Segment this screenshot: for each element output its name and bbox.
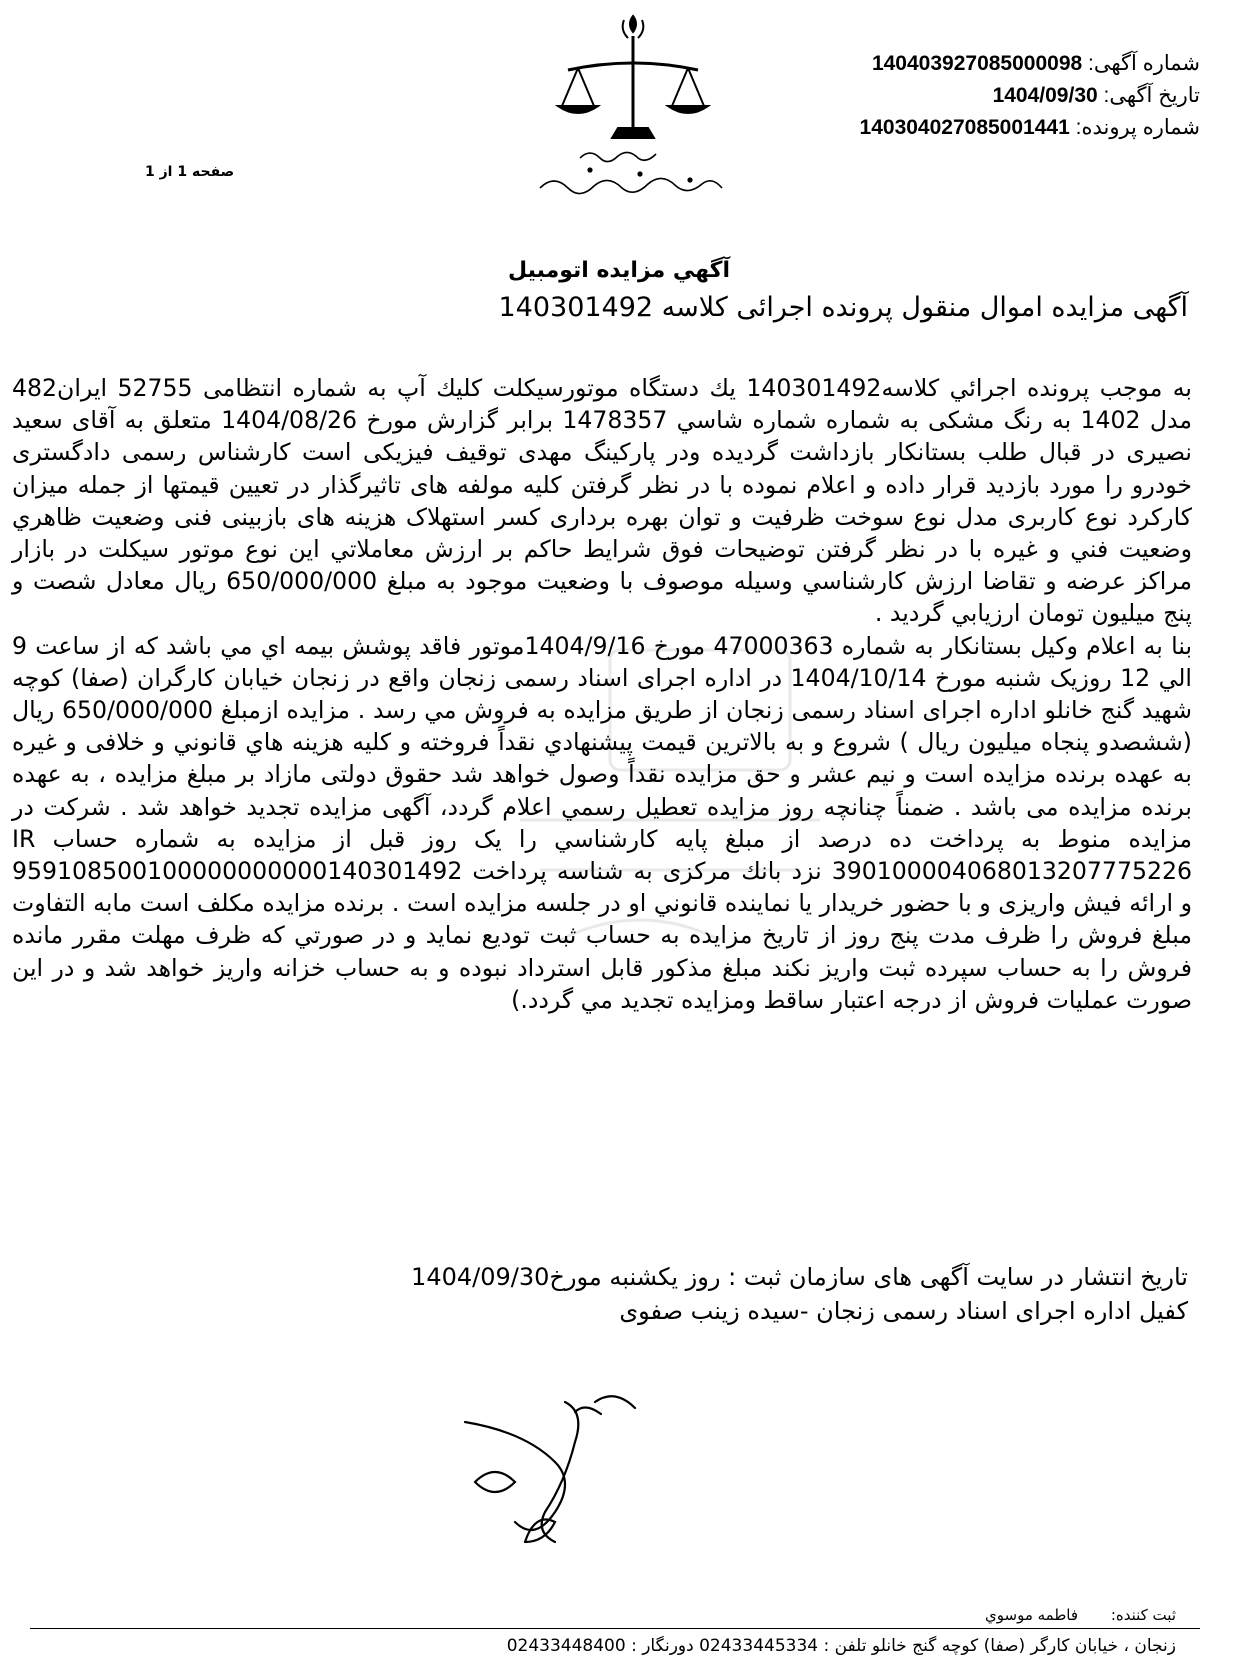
publication-date-line: تاريخ انتشار در سایت آگهی های سازمان ثبت : روز یکشنبه مورخ1404/09/30: [411, 1263, 1188, 1291]
notice-number: 140403927085000098: [871, 52, 1083, 75]
file-number-row: [760, 112, 1200, 144]
registrar-label: ثبت کننده:: [1110, 1606, 1176, 1624]
notice-number-label: شماره آگهی:: [1088, 52, 1200, 75]
notice-date-label: تاریخ آگهی:: [1103, 84, 1200, 107]
footer-address: زنجان ، خيابان كارگر (صفا) كوچه گنج خانلو تلفن : 02433445334 دورنگار : 02433448400: [506, 1636, 1176, 1656]
document-title: آگهي مزايده اتومبيل: [507, 258, 731, 283]
publication-info: [411, 1260, 1188, 1328]
registrar-line: [985, 1606, 1176, 1624]
body-paragraph-auction-terms: بنا به اعلام وكيل بستانكار به شماره 47000363 مورخ 1404/9/16موتور فاقد پوشش بيمه اي مي باشد كه از ساعت 9 الي 12 روزيک شنبه مورخ 1404/10/14 در اداره اجرای اسناد رسمی زنجان واقع در زنجان خيابان كارگران (صفا) كوچه شهيد گنج خانلو اداره اجرای اسناد رسمی زنجان از طريق مزايده به فروش مي رسد . مزايده ازمبلغ 650/000/000 ريال (ششصدو پنجاه ميليون ريال ) شروع و به بالاترين قيمت پيشنهادي نقداً فروخته و كليه هزينه هاي قانوني و خلافی و غيره به عهده برنده مزايده است و نيم عشر و حق مزايده نقداً وصول خواهد شد حقوق دولتی مازاد بر مبلغ مزایده ، به عهده برنده مزایده می باشد . ضمناً چنانچه روز مزايده تعطيل رسمي اعلام گردد، آگهی مزايده تجديد خواهد شد . شركت در مزايده منوط به پرداخت ده درصد از مبلغ پايه كارشناسي را يک روز قبل از مزایده به شماره حساب IR 390100004068013207775226 نزد بانك مرکزی به شناسه پرداخت 959108500100000000000140301492 و ارائه فیش واریزی و با حضور خريدار يا نماينده قانوني او در جلسه مزايده است . برنده مزايده مكلف است مابه التفاوت مبلغ فروش را ظرف مدت پنج روز از تاريخ مزايده به حساب ثبت توديع نمايد و در صورتي كه ظرف مهلت مقرر مانده فروش را به حساب سپرده ثبت واريز نكند مبلغ مذكور قابل استرداد نبوده و به حساب خزانه واريز خواهد شد و در اين صورت عمليات فروش از درجه اعتبار ساقط ومزايده تجديد مي گردد.): [12, 631, 1193, 1014]
notice-body: [12, 372, 1192, 1016]
body-paragraph-appraisal: به موجب پرونده اجرائي كلاسه140301492 يك دستگاه موتورسيكلت كليك آپ به شماره انتظامی 52755 ایران482 مدل 1402 به رنگ مشکی به شماره شماره شاسي 1478357 برابر گزارش مورخ 1404/08/26 متعلق به آقای سعید نصیری در قبال طلب بستانكار بازداشت گرديده ودر پاركينگ مهدی توقيف فيزيكی است كارشناس رسمی دادگستری خودرو را مورد بازديد قرار داده و اعلام نموده با در نظر گرفتن كليه مولفه های تاثيرگذار در تعيين قيمتها از جمله ميزان كاركرد نوع كاربری مدل نوع سوخت ظرفيت و توان بهره برداری کسر استهلاک هزینه های بازبینی فنی وضعيت ظاهري وضعيت فني و غيره با در نظر گرفتن توضيحات فوق شرايط حاكم بر ارزش معاملاتي اين نوع موتور سيكلت در بازار مراكز عرضه و تقاضا ارزش كارشناسي وسيله موصوف با وضعيت موجود به مبلغ 650/000/000 ريال معادل شصت و پنج ميليون تومان ارزيابي گرديد .: [12, 374, 1192, 628]
handwritten-signature: [455, 1382, 665, 1572]
file-number: 14030402708500144‌1: [859, 116, 1070, 139]
page-indicator: صفحه 1 از 1: [145, 164, 235, 180]
notice-number-row: [760, 48, 1200, 80]
file-number-label: شماره پرونده:: [1075, 116, 1200, 139]
document-subtitle: آگهی مزایده اموال منقول پرونده اجرائی کلاسه 140301492: [498, 292, 1188, 323]
notice-date-row: [760, 80, 1200, 112]
footer-divider: [30, 1628, 1200, 1629]
notice-meta: [760, 48, 1200, 144]
notice-date: 1404/09/30: [992, 84, 1098, 107]
organization-calligraphy-logo: [520, 140, 760, 210]
registrar-name: فاطمه موسوي: [985, 1606, 1079, 1624]
signatory-line: كفيل اداره اجرای اسناد رسمی زنجان -سیده زینب صفوی: [619, 1297, 1188, 1325]
